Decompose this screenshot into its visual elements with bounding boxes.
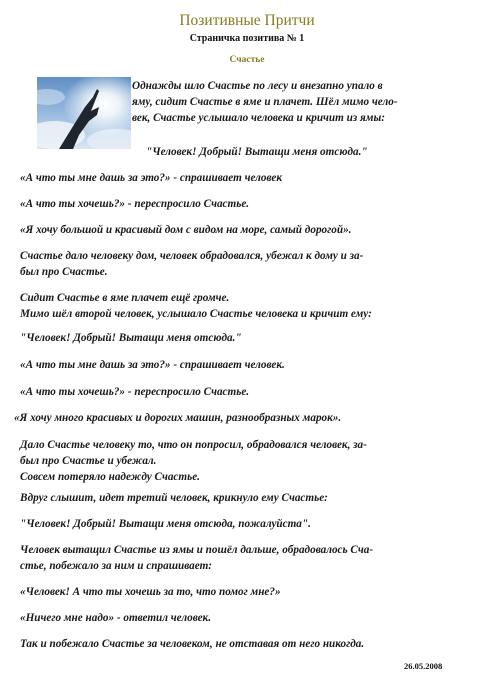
story-paragraph (132, 78, 398, 126)
story-paragraph (20, 248, 363, 280)
section-heading: Счастье (229, 55, 265, 65)
text-line: "Человек! Добрый! Вытащи меня отсюда, пожалуйста". (20, 518, 311, 530)
text-line: Совсем потеряло надежду Счастье. (20, 471, 200, 483)
header (0, 12, 494, 45)
text-line: Так и побежало Счастье за человеком, не отставая от него никогда. (20, 638, 365, 650)
text-line: "Человек! Добрый! Вытащи меня отсюда." (146, 146, 368, 158)
story-paragraph (20, 384, 249, 400)
text-line: «Человек! А что ты хочешь за то, что помог мне?» (20, 586, 281, 598)
text-line: был про Счастье и убежал. (20, 455, 157, 467)
text-line: был про Счастье. (20, 266, 108, 278)
text-line: век, Счастье услышало человека и кричит из ямы: (132, 112, 385, 124)
text-line: Счастье дало человеку дом, человек обрадовался, убежал к дому и за- (20, 250, 364, 262)
text-line: яму, сидит Счастье в яме и плачет. Шёл мимо чело- (132, 96, 398, 108)
story-paragraph (20, 584, 281, 600)
story-paragraph (20, 222, 351, 238)
date-stamp: 26.05.2008 (404, 661, 443, 671)
text-line: «Я хочу много красивых и дорогих машин, разнообразных марок». (14, 412, 342, 424)
text-line: Однажды шло Счастье по лесу и внезапно упало в (132, 80, 383, 92)
page-title: Позитивные Притчи (179, 12, 315, 29)
story-paragraph (20, 357, 285, 373)
sky-hand-photo (37, 77, 131, 149)
sky-hand-image (37, 77, 131, 149)
text-line: "Человек! Добрый! Вытащи меня отсюда." (20, 332, 242, 344)
story-paragraph (20, 170, 282, 186)
text-line: «Я хочу большой и красивый дом с видом на море, самый дорогой». (20, 224, 352, 236)
story-paragraph (20, 196, 249, 212)
story-paragraph (20, 437, 367, 485)
text-line: «А что ты хочешь?» - переспросило Счастье. (20, 386, 250, 398)
text-line: «Ничего мне надо» - ответил человек. (20, 612, 212, 624)
text-line: Вдруг слышит, идет третий человек, крикнуло ему Счастье: (20, 492, 328, 504)
story-paragraph (20, 290, 372, 322)
page-subtitle: Страничка позитива № 1 (189, 33, 305, 44)
story-paragraph (20, 636, 364, 652)
text-line: Сидит Счастье в яме плачет ещё громче. (20, 292, 230, 304)
story-paragraph (20, 490, 328, 506)
story-paragraph (20, 542, 373, 574)
text-line: Дало Счастье человеку то, что он попросил, обрадовался человек, за- (20, 439, 367, 451)
story-paragraph (14, 410, 341, 426)
text-line: Человек вытащил Счастье из ямы и пошёл дальше, обрадовалось Сча- (20, 544, 374, 556)
story-paragraph (20, 610, 211, 626)
text-line: «А что ты мне дашь за это?» - спрашивает человек (20, 172, 282, 184)
text-line: «А что ты мне дашь за это?» - спрашивает человек. (20, 359, 285, 371)
text-line: «А что ты хочешь?» - переспросило Счастье. (20, 198, 250, 210)
story-paragraph (146, 144, 368, 160)
story-paragraph (20, 330, 242, 346)
story-paragraph (20, 516, 311, 532)
text-line: стье, побежало за ним и спрашивает: (20, 560, 213, 572)
text-line: Мимо шёл второй человек, услышало Счастье человека и кричит ему: (20, 308, 372, 320)
